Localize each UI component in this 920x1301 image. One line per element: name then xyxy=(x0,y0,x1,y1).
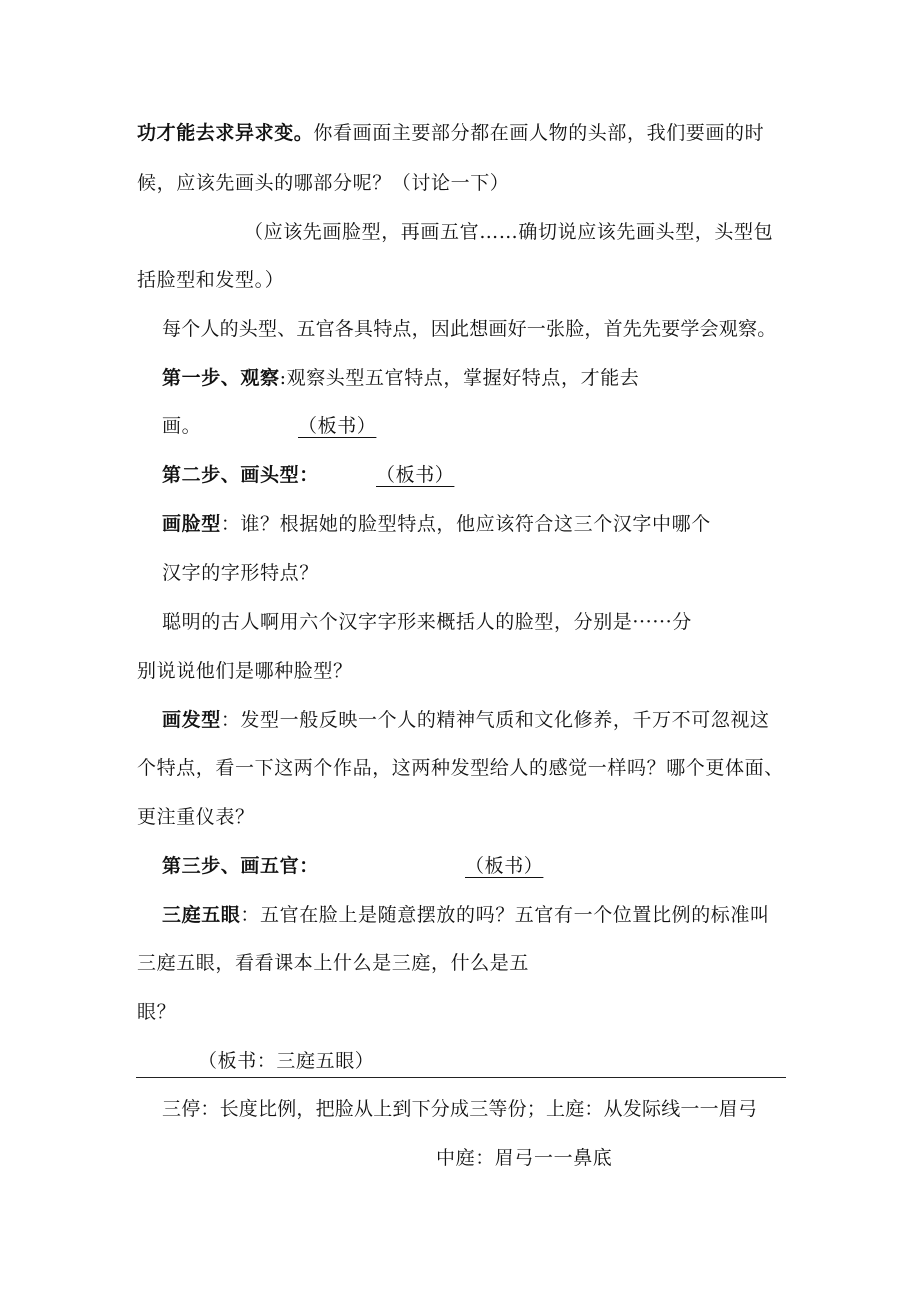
board-note: （板书） xyxy=(465,855,544,877)
board-note: （板书） xyxy=(298,415,377,437)
step-one-line xyxy=(162,366,639,390)
paragraph-line: 每个人的头型、五官各具特点，因此想画好一张脸，首先先要学会观察。 xyxy=(162,318,777,340)
paragraph-line: 眼？ xyxy=(137,1001,177,1023)
paragraph-line: 汉字的字形特点？ xyxy=(162,562,319,584)
paragraph-line: 候，应该先画头的哪部分呢？（讨论一下） xyxy=(137,172,510,194)
hair-label: 画发型 xyxy=(162,709,221,731)
step-one-label: 第一步、观察 xyxy=(162,367,280,389)
board-note-santing: （板书：三庭五眼） xyxy=(198,1050,375,1072)
paragraph-line: 三停：长度比例，把脸从上到下分成三等份；上庭：从发际线一一眉弓 xyxy=(162,1098,758,1120)
santing-label: 三庭五眼 xyxy=(162,904,241,926)
paragraph-line: 更注重仪表？ xyxy=(137,806,255,828)
paragraph-line: 括脸型和发型。） xyxy=(137,269,285,291)
paragraph-line: 中庭：眉弓一一鼻底 xyxy=(436,1147,613,1169)
paragraph-line: 别说说他们是哪种脸型？ xyxy=(137,660,353,682)
santing-line xyxy=(162,903,770,927)
divider-line xyxy=(136,1077,786,1078)
paragraph-line xyxy=(137,121,764,145)
step-two-label: 第二步、画头型： xyxy=(162,464,319,486)
santing-text: ：五官在脸上是随意摆放的吗？五官有一个位置比例的标准叫 xyxy=(240,904,770,926)
hair-text: ：发型一般反映一个人的精神气质和文化修养，千万不可忽视这 xyxy=(220,709,770,731)
step-one-text: :观察头型五官特点，掌握好特点，才能去 xyxy=(279,367,640,389)
paragraph-line: （应该先画脸型，再画五官……确切说应该先画头型，头型包 xyxy=(244,221,774,243)
face-shape-label: 画脸型 xyxy=(162,513,221,535)
step-three-label: 第三步、画五官： xyxy=(162,855,319,877)
hair-line xyxy=(162,708,770,732)
step-one-text2: 画。 xyxy=(162,415,202,437)
bold-lead: 功才能去求异求变。 xyxy=(137,122,314,144)
paragraph-line: 个特点，看一下这两个作品，这两种发型给人的感觉一样吗？哪个更体面、 xyxy=(137,757,784,779)
board-note: （板书） xyxy=(376,464,455,486)
paragraph-line: 聪明的古人啊用六个汉字字形来概括人的脸型，分别是······分 xyxy=(162,611,692,633)
paragraph-line: 三庭五眼，看看课本上什么是三庭，什么是五 xyxy=(137,952,530,974)
face-shape-line xyxy=(162,512,711,536)
paragraph-text: 你看画面主要部分都在画人物的头部，我们要画的时 xyxy=(313,122,765,144)
face-shape-text: ：谁？根据她的脸型特点，他应该符合这三个汉字中哪个 xyxy=(220,513,711,535)
step-one-line2 xyxy=(162,414,201,438)
